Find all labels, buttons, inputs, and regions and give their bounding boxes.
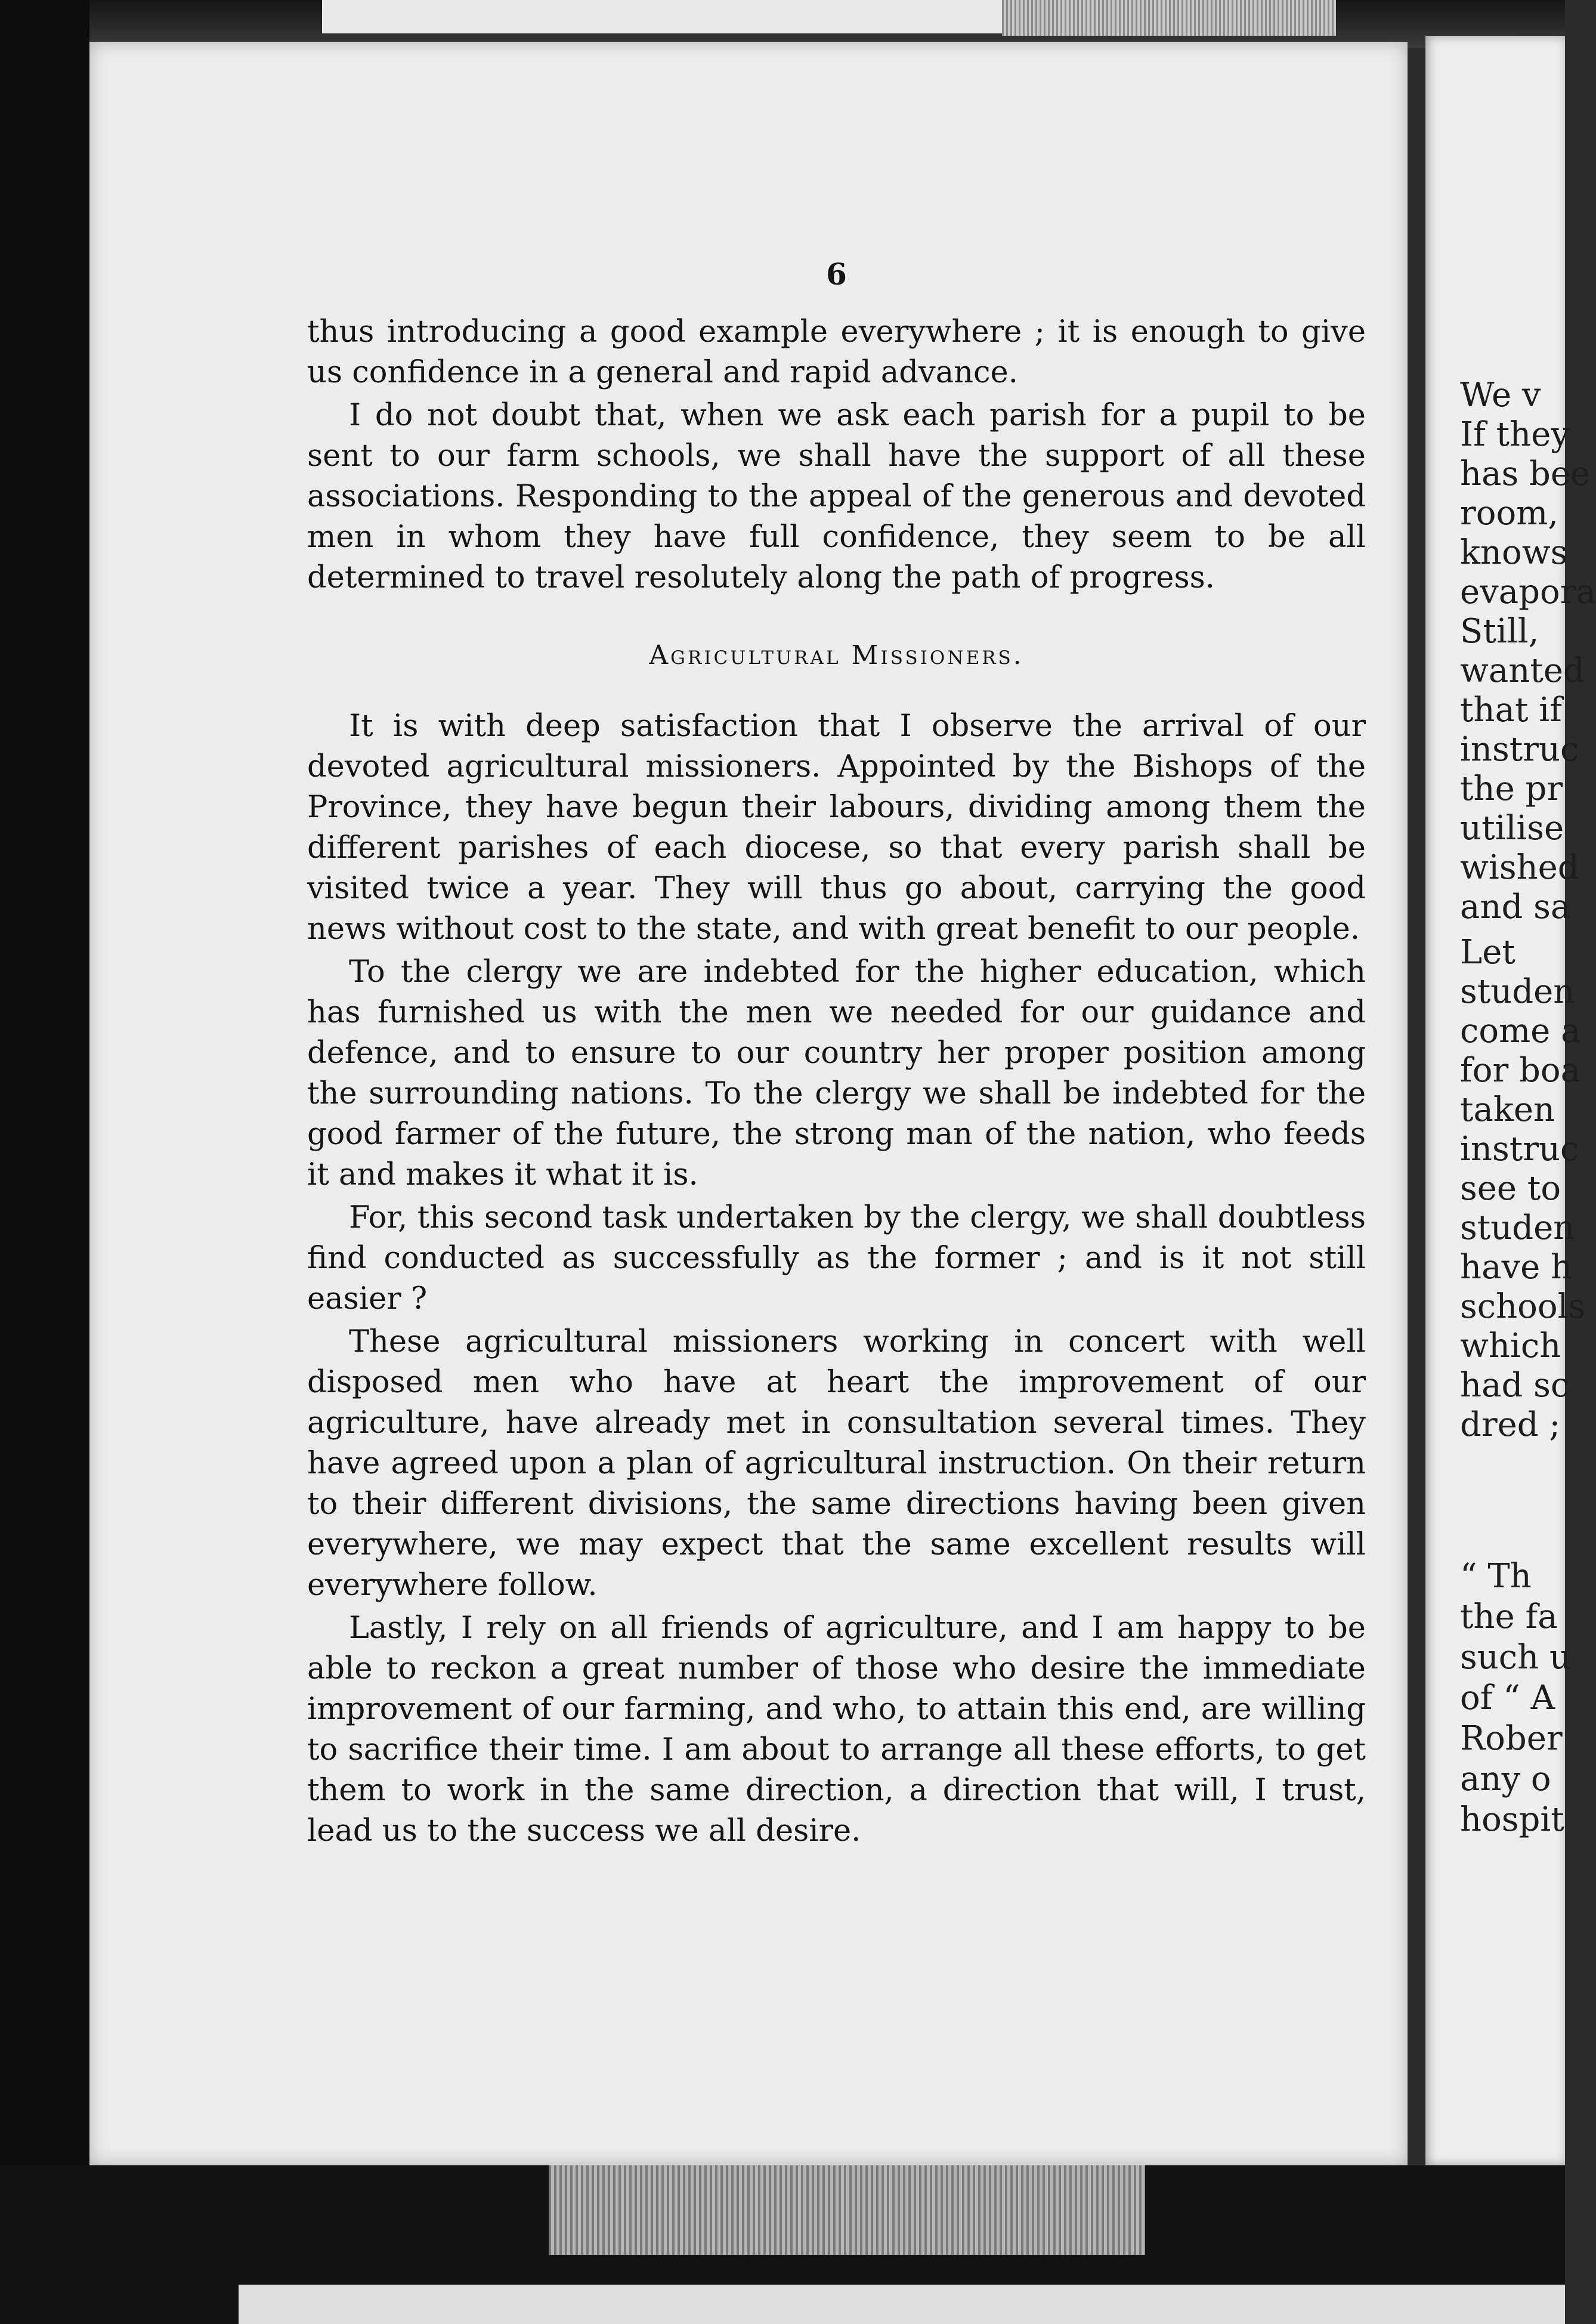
adjacent-page-line: see to: [1460, 1169, 1561, 1208]
adjacent-page-line: for boa: [1460, 1051, 1580, 1090]
adjacent-page-line: has bee: [1460, 455, 1591, 493]
paragraph: Lastly, I rely on all friends of agriculture, and I am happy to be able to reckon a great number of those who desire the immediate improvement of our farming, and who, to attain this end, are willing to sacrifice their time. I am about to arrange all these efforts, to get them to work in the same direction, a direction that will, I trust, lead us to the success we all desire.: [307, 1611, 1366, 1849]
scan-bottom-strip: [239, 2285, 1565, 2324]
paragraph: I do not doubt that, when we ask each parish for a pupil to be sent to our farm schools, we shall have the support of all these associations. Responding to the appeal of the generous and devoted men in whom they have full confidence, they seem to be all determined to travel resolutely along the path of progress.: [307, 398, 1366, 595]
adjacent-page-line: dred ;: [1460, 1405, 1561, 1444]
page-number: 6: [826, 256, 847, 292]
adjacent-page-line: such u: [1460, 1638, 1572, 1677]
adjacent-page-line: Rober: [1460, 1719, 1563, 1758]
adjacent-page-line: have h: [1460, 1248, 1573, 1287]
adjacent-page-line: of “ A: [1460, 1679, 1555, 1717]
adjacent-page-line: If they: [1460, 415, 1570, 454]
adjacent-page-line: the pr: [1460, 769, 1563, 808]
adjacent-page-line: schools: [1460, 1287, 1586, 1326]
adjacent-page-line: come a: [1460, 1012, 1581, 1050]
adjacent-page-line: knows: [1460, 533, 1568, 572]
adjacent-page-line: which: [1460, 1327, 1561, 1365]
adjacent-page-line: evapora: [1460, 573, 1596, 611]
adjacent-page-line: taken: [1460, 1090, 1555, 1129]
paragraph: It is with deep satisfaction that I observe the arrival of our devoted agricultural missioners. Appointed by the Bishops of the Province, they have begun their labours, dividing among them the different parishes of each diocese, so that every parish shall be visited twice a year. They will thus go about, carrying the good news without cost to the state, and with great benefit to our people.: [307, 709, 1366, 947]
adjacent-page-line: Let: [1460, 933, 1515, 972]
adjacent-page-line: We v: [1460, 376, 1541, 415]
paragraph: To the clergy we are indebted for the higher education, which has furnished us with the men we needed for our guidance and defence, and to ensure to our country her proper position among the surrounding nations. To the clergy we shall be indebted for the good farmer of the future, the strong man of the nation, who feeds it and makes it what it is.: [307, 954, 1366, 1192]
adjacent-page-line: utilise: [1460, 809, 1564, 848]
page-content: [307, 239, 1366, 1854]
adjacent-page-line: and sa: [1460, 888, 1571, 926]
adjacent-page-line: instruc: [1460, 730, 1579, 769]
adjacent-page-line: had sc: [1460, 1366, 1570, 1405]
adjacent-page-line: Still,: [1460, 612, 1539, 651]
paragraph: For, this second task undertaken by the clergy, we shall doubtless find conducted as successfully as the former ; and is it not still easier ?: [307, 1200, 1366, 1316]
adjacent-page: [1425, 36, 1596, 2165]
section-heading: Agricultural Missioners.: [649, 640, 1024, 670]
paragraph: These agricultural missioners working in concert with well disposed men who have at heart the improvement of our agriculture, have already met in consultation several times. They have agreed upon a plan of agricultural instruction. On their return to their different divisions, the same directions having been given everywhere, we may expect that the same excellent results will everywhere follow.: [307, 1324, 1366, 1603]
adjacent-page-line: room,: [1460, 494, 1559, 533]
adjacent-page-line: wanted: [1460, 651, 1585, 690]
scan-left-edge: [0, 0, 89, 2324]
adjacent-page-line: any o: [1460, 1760, 1551, 1798]
adjacent-page-line: studen: [1460, 1209, 1575, 1247]
adjacent-page-line: that if: [1460, 691, 1562, 730]
adjacent-page-line: the fa: [1460, 1597, 1558, 1636]
paragraph-continued: thus introducing a good example everywhere ; it is enough to give us confidence in a general and rapid advance.: [307, 314, 1366, 390]
adjacent-page-line: “ Th: [1460, 1557, 1532, 1596]
scan-top-border: [0, 0, 1565, 48]
scan-binding-cloth: [549, 2165, 1145, 2255]
adjacent-page-line: wished: [1460, 848, 1579, 887]
adjacent-page-line: studen: [1460, 972, 1575, 1011]
scan-top-strip: [322, 0, 1038, 33]
adjacent-page-line: hospit: [1460, 1800, 1564, 1839]
scan-bottom-border: [0, 2165, 1565, 2324]
scan-binding-cloth: [1002, 0, 1336, 36]
adjacent-page-line: instruc: [1460, 1130, 1579, 1169]
